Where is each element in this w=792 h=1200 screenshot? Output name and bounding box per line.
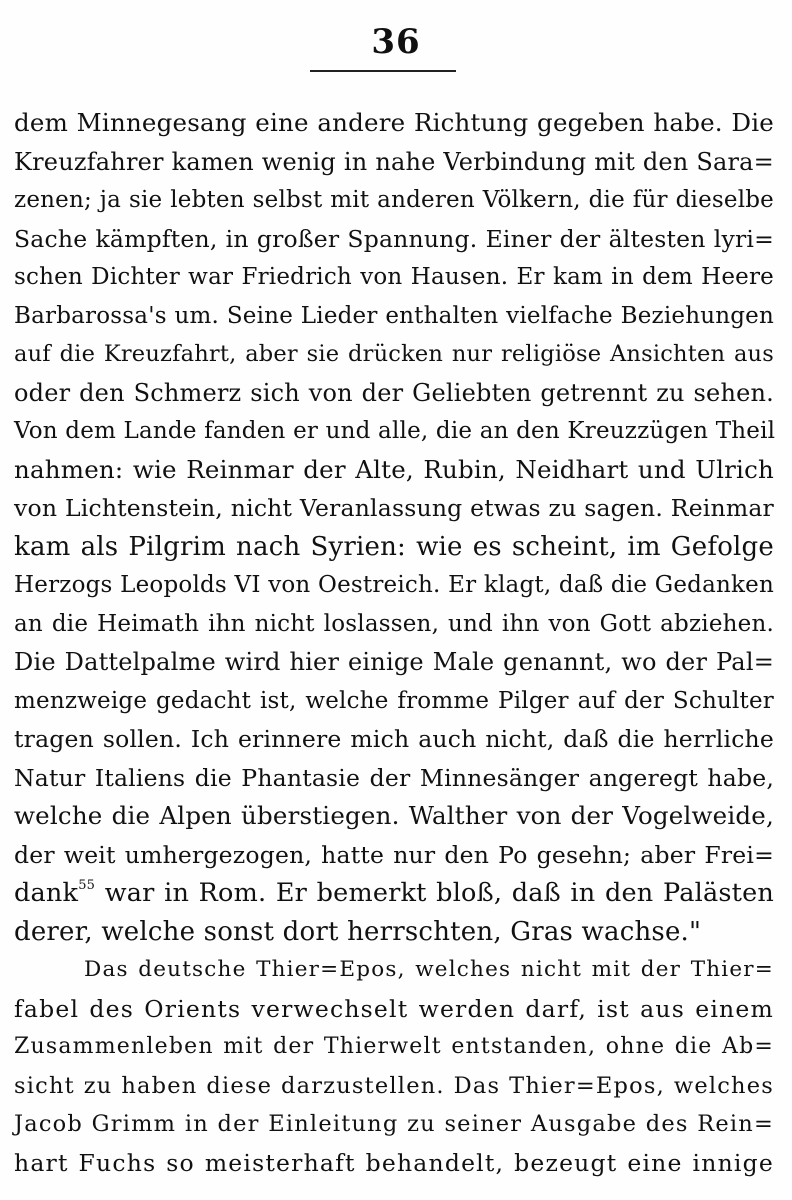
- text-line: welche die Alpen überstiegen. Walther von der Vogelweide,: [14, 801, 774, 830]
- text-line: von Lichtenstein, nicht Veranlassung etwas zu sagen. Reinmar: [14, 494, 774, 522]
- page-number: 36: [371, 22, 421, 62]
- text-line: menzweige gedacht ist, welche fromme Pilger auf der Schulter: [14, 687, 774, 714]
- text-line: Herzogs Leopolds VI von Oestreich. Er klagt, daß die Gedanken: [14, 572, 774, 598]
- text-line: fabel des Orients verwechselt werden darf, ist aus einem: [14, 994, 774, 1023]
- header-rule: [310, 70, 456, 72]
- text-line: dem Minnegesang eine andere Richtung gegeben habe. Die: [14, 108, 774, 137]
- text-line: auf die Kreuzfahrt, aber sie drücken nur religiöse Ansichten aus: [14, 341, 774, 367]
- text-line: sicht zu haben diese darzustellen. Das Thier=Epos, welches: [14, 1072, 774, 1099]
- text-line: tragen sollen. Ich erinnere mich auch nicht, daß die herrliche: [14, 725, 774, 753]
- text-line: Jacob Grimm in der Einleitung zu seiner Ausgabe des Rein=: [14, 1111, 774, 1137]
- text-line: der weit umhergezogen, hatte nur den Po gesehn; aber Frei=: [14, 840, 774, 869]
- text-line: Sache kämpften, in großer Spannung. Einer der ältesten lyri=: [14, 224, 774, 253]
- text-line: schen Dichter war Friedrich von Hausen. Er kam in dem Heere: [14, 264, 774, 290]
- body-text: [14, 104, 774, 1182]
- text-fragment: dank: [14, 878, 79, 908]
- footnote-reference[interactable]: 55: [78, 878, 96, 893]
- text-fragment: war in Rom. Er bemerkt bloß, daß in den Palästen: [104, 878, 775, 908]
- text-line: Zusammenleben mit der Thierwelt entstanden, ohne die Ab=: [14, 1034, 774, 1059]
- text-line: Von dem Lande fanden er und alle, die an den Kreuzzügen Theil: [14, 418, 776, 444]
- text-line: zenen; ja sie lebten selbst mit anderen Völkern, die für dieselbe: [14, 187, 774, 213]
- text-line: hart Fuchs so meisterhaft behandelt, bezeugt eine innige: [14, 1148, 774, 1177]
- text-line-with-footnote: [14, 874, 774, 913]
- text-line: nahmen: wie Reinmar der Alte, Rubin, Neidhart und Ulrich: [14, 454, 774, 484]
- text-line: kam als Pilgrim nach Syrien: wie es scheint, im Gefolge: [14, 531, 774, 562]
- text-line: Natur Italiens die Phantasie der Minnesänger angeregt habe,: [14, 763, 774, 792]
- text-line: an die Heimath ihn nicht loslassen, und ihn von Gott abziehen.: [14, 610, 774, 637]
- text-line: oder den Schmerz sich von der Geliebten getrennt zu sehen.: [14, 378, 774, 407]
- text-line: Barbarossa's um. Seine Lieder enthalten vielfache Beziehungen: [14, 302, 774, 329]
- text-line: Kreuzfahrer kamen wenig in nahe Verbindung mit den Sara=: [14, 147, 774, 176]
- text-line: derer, welche sonst dort herrschten, Gras wachse.": [14, 916, 702, 947]
- text-line: Die Dattelpalme wird hier einige Male genannt, wo der Pal=: [14, 648, 774, 676]
- paragraph-start-line: Das deutsche Thier=Epos, welches nicht mit der Thier=: [84, 957, 774, 982]
